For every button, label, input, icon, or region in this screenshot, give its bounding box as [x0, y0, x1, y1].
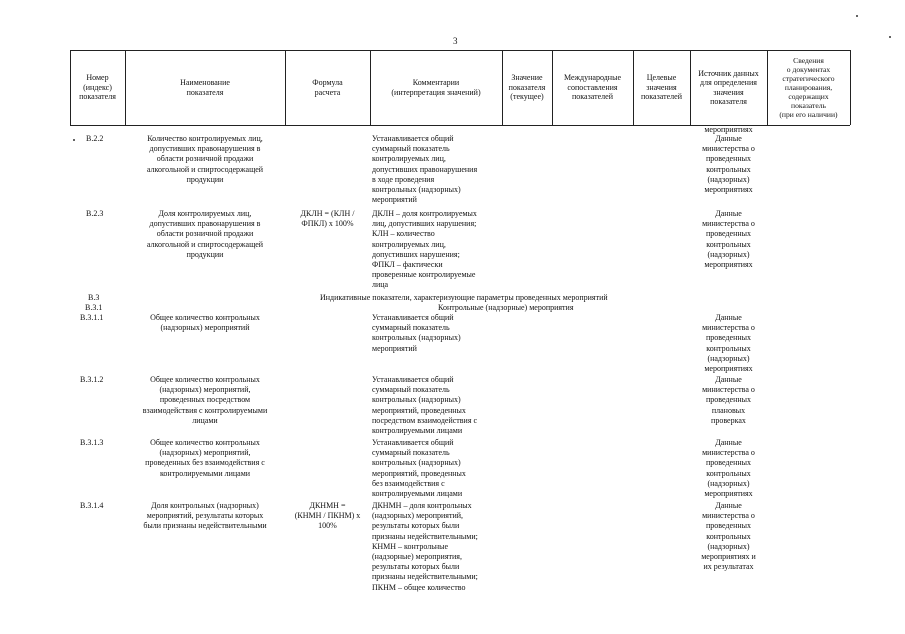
header-target-values: Целевые значения показателей [641, 73, 682, 102]
row-source: Данные министерства о проведенных контрольных (надзорных) мероприятиях [702, 134, 755, 195]
row-source: Данные министерства о проведенных контрольных (надзорных) мероприятиях [702, 209, 755, 270]
page-number: 3 [453, 36, 458, 46]
row-index: В.2.2 [86, 134, 104, 143]
header-current-value: Значение показателя (текущее) [508, 73, 546, 102]
row-index: В.3.1.1 [80, 313, 104, 322]
row-name: Общее количество контрольных (надзорных) мероприятий [150, 313, 260, 333]
header-strategic-docs: Сведения о документах стратегического планирования, содержащих показатель (при его наличии) [779, 56, 838, 119]
row-name: Количество контролируемых лиц, допустивших правонарушения в области розничной продажи алкогольной и спиртосодержащей продукции [146, 134, 264, 184]
row-source: Данные министерства о проведенных плановых проверках [702, 375, 755, 425]
row-index: В.3.1.3 [80, 438, 104, 447]
row-comment: Устанавливается общий суммарный показатель контрольных (надзорных) мероприятий, проведенных без взаимодействия с контролируемыми лицами [372, 438, 466, 499]
row-source: Данные министерства о проведенных контрольных (надзорных) мероприятиях и их результатах [701, 501, 756, 572]
header-comments: Комментарии (интерпретация значений) [391, 78, 481, 97]
header-divider [850, 50, 851, 125]
scan-speck [889, 36, 891, 38]
row-name: Общее количество контрольных (надзорных) мероприятий, проведенных посредством взаимодействия с контролируемыми лицами [142, 375, 268, 425]
row-comment: Устанавливается общий суммарный показатель контрольных (надзорных) мероприятий, проведенных посредством взаимодействия с контролируемыми лицами [372, 375, 478, 436]
row-name: Доля контрольных (надзорных) мероприятий, результаты которых были признаны недействительными [143, 501, 267, 531]
row-index: В.2.3 [86, 209, 104, 218]
row-index: В.3.1.4 [80, 501, 104, 510]
subsection-title: Контрольные (надзорные) мероприятия [438, 303, 574, 312]
row-name: Доля контролируемых лиц, допустивших правонарушения в области розничной продажи алкогольной и спиртосодержащей продукции [146, 209, 264, 259]
section-index: В.3 [88, 293, 100, 302]
subsection-index: В.3.1 [85, 303, 103, 312]
row-name: Общее количество контрольных (надзорных) мероприятий, проведенных без взаимодействия с контролируемыми лицами [145, 438, 265, 478]
row-source: Данные министерства о проведенных контрольных (надзорных) мероприятиях [702, 313, 755, 374]
header-international: Международные сопоставления показателей [563, 73, 622, 102]
row-formula: ДКЛН = (КЛН / ФПКЛ) x 100% [300, 209, 355, 229]
row-comment: Устанавливается общий суммарный показатель контролируемых лиц, допустивших правонарушения в ходе проведения контрольных (надзорных) мероприятий [372, 134, 478, 205]
section-title: Индикативные показатели, характеризующие параметры проведенных мероприятий [320, 293, 608, 302]
row-formula: ДКНМН = (КНМН / ПКНМ) x 100% [294, 501, 361, 531]
header-name: Наименование показателя [180, 78, 230, 97]
header-index: Номер (индекс) показателя [79, 73, 116, 102]
scan-speck [73, 139, 75, 141]
header-formula: Формула расчета [312, 78, 343, 97]
row-source: Данные министерства о проведенных контрольных (надзорных) мероприятиях [702, 438, 755, 499]
row-index: В.3.1.2 [80, 375, 104, 384]
row-comment: ДКНМН – доля контрольных (надзорных) мероприятий, результаты которых были признаны недействительными; КНМН – контрольные (надзорные) мероприятия, результаты которых были признаны недействительными; ПКНМ – общее количество [372, 501, 478, 592]
header-data-source: Источник данных для определения значения показателя [698, 68, 759, 106]
scan-speck [856, 15, 858, 17]
row-comment: ДКЛН – доля контролируемых лиц, допустивших нарушения; КЛН – количество контролируемых лиц, допустивших нарушения; ФПКЛ – фактически проверенные контролируемые лица [372, 209, 477, 290]
carryover-source: мероприятиях [704, 125, 753, 134]
row-comment: Устанавливается общий суммарный показатель контрольных (надзорных) мероприятий [372, 313, 461, 353]
